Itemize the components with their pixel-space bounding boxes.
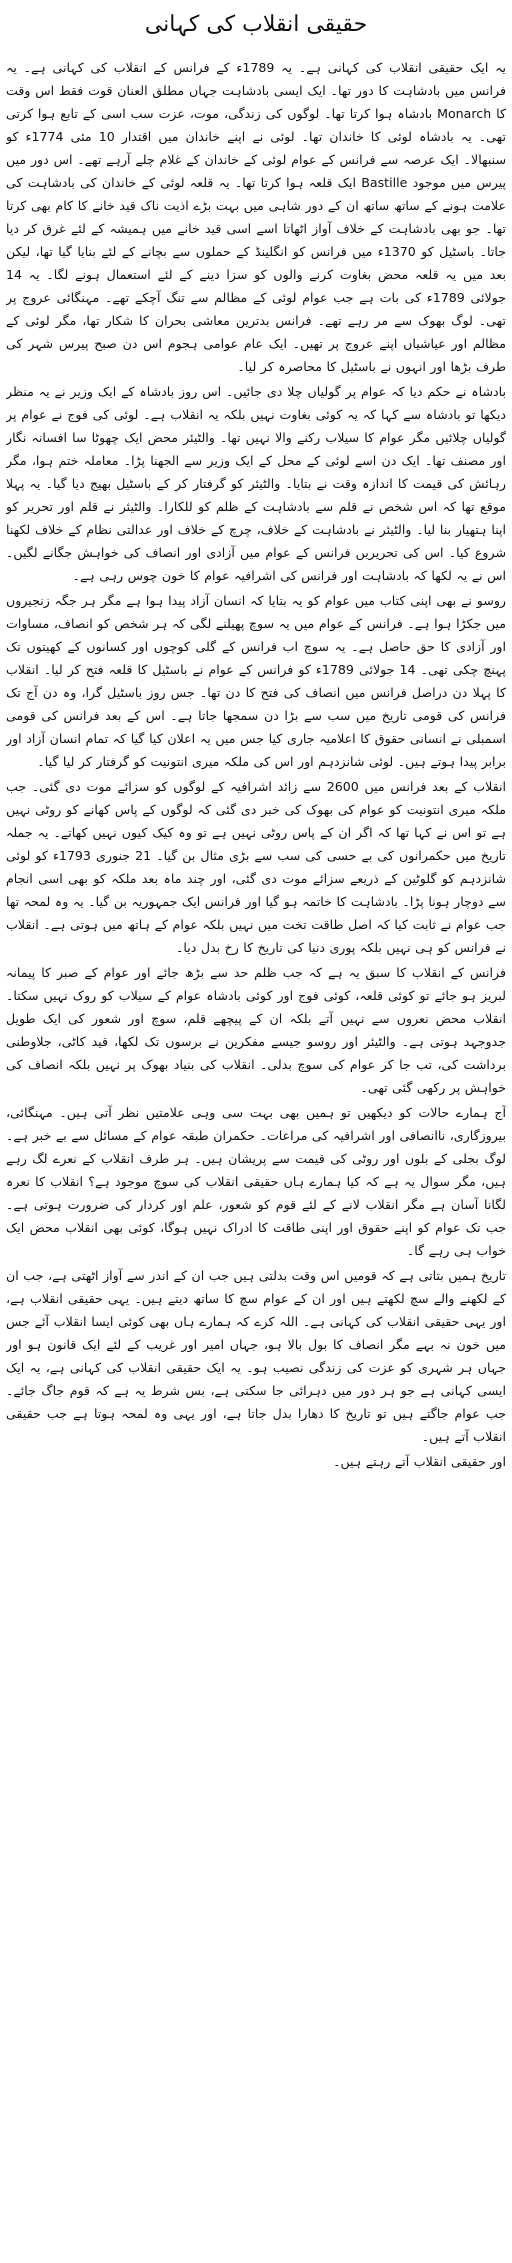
article-paragraph-4: انقلاب کے بعد فرانس میں 2600 سے زائد اشرافیہ کے لوگوں کو سزائے موت دی گئی۔ جب ملکہ میری انتونیت کو عوام کی بھوک کی خبر دی گئی کہ لوگوں کے پاس کھانے کو روٹی نہیں ہے تو اس نے کہا تھا کہ اگر ان کے پاس روٹی نہیں ہے تو وہ کیک کیوں نہیں کھاتے۔ یہ جملہ تاریخ میں حکمرانوں کی بے حسی کی سب سے بڑی مثال بن گیا۔ 21 جنوری 1793ء کو لوئی شانزدہم کو گلوٹین کے ذریعے سزائے موت دی گئی، اور چند ماہ بعد ملکہ کو بھی اسی انجام سے دوچار ہونا پڑا۔ بادشاہت کا خاتمہ ہو گیا اور فرانس ایک جمہوریہ بن گیا۔ یہ وہ لمحہ تھا جب عوام نے ثابت کیا کہ اصل طاقت تخت میں نہیں بلکہ عوام کے ہاتھ میں ہوتی ہے۔ انقلاب نے فرانس کو ہی نہیں بلکہ پوری دنیا کی تاریخ کا رخ بدل دیا۔ [6,779,506,955]
article-paragraph-2: بادشاہ نے حکم دیا کہ عوام پر گولیاں چلا دی جائیں۔ اس روز بادشاہ کے ایک وزیر نے یہ منظر دیکھا تو بادشاہ سے کہا کہ یہ کوئی بغاوت نہیں بلکہ یہ انقلاب ہے۔ لوئی کی فوج نے عوام پر گولیاں چلائیں مگر عوام کا سیلاب رکنے والا نہیں تھا۔ والٹیئر محض ایک چھوٹا سا افسانہ نگار اور مصنف تھا۔ ایک دن اسے لوئی کے محل کے ایک وزیر سے الجھنا پڑا۔ معاملہ ختم ہوا، مگر رہائش کی قیمت کا اندازہ وقت نے بتایا۔ والٹیئر کو گرفتار کر کے باسٹیل بھیج دیا گیا۔ یہ پہلا موقع تھا کہ اس شخص نے قلم سے بادشاہت کے ظلم کو للکارا۔ والٹیئر نے قلم اور تحریر کو اپنا ہتھیار بنا لیا۔ والٹیئر نے بادشاہت کے خلاف، چرچ کے خلاف اور عدالتی نظام کے خلاف لکھنا شروع کیا۔ اس کی تحریریں فرانس کے عوام میں آزادی اور انصاف کی خواہش جگانے لگیں۔ اس نے یہ لکھا کہ بادشاہت اور فرانس کی اشرافیہ عوام کا خون چوس رہی ہے۔ [6,384,506,583]
article-page [6,6,506,2256]
article-paragraph-5: فرانس کے انقلاب کا سبق یہ ہے کہ جب ظلم حد سے بڑھ جائے اور عوام کے صبر کا پیمانہ لبریز ہو جائے تو کوئی قلعہ، کوئی فوج اور کوئی بادشاہ عوام کے سیلاب کو روک نہیں سکتا۔ انقلاب محض نعروں سے نہیں آتے بلکہ ان کے پیچھے قلم، سوچ اور شعور کی ایک طویل جدوجہد ہوتی ہے۔ والٹیئر اور روسو جیسے مفکرین نے برسوں تک لکھا، قید کاٹی، جلاوطنی برداشت کی، تب جا کر عوام کی سوچ بدلی۔ انقلاب کی بنیاد بھوک پر نہیں بلکہ انصاف کی خواہش پر رکھی گئی تھی۔ [6,965,506,1095]
article-paragraph-7: تاریخ ہمیں بتاتی ہے کہ قومیں اس وقت بدلتی ہیں جب ان کے اندر سے آواز اٹھتی ہے، جب ان کے لکھنے والے سچ لکھتے ہیں اور ان کے عوام سچ کا ساتھ دیتے ہیں۔ یہی حقیقی انقلاب ہے، اور یہی حقیقی انقلاب کی کہانی ہے۔ اللہ کرے کہ ہمارے ہاں بھی کوئی ایسا انقلاب آئے جس میں خون نہ بہے مگر انصاف کا بول بالا ہو، جہاں امیر اور غریب کے لئے ایک قانون ہو اور جہاں ہر شہری کو عزت کی زندگی نصیب ہو۔ یہ ایک حقیقی انقلاب کی کہانی ہے، یہ ایک ایسی کہانی ہے جو ہر دور میں دہرائی جا سکتی ہے، بس شرط یہ ہے کہ قوم جاگ جائے۔ جب عوام جاگتے ہیں تو تاریخ کا دھارا بدل جاتا ہے، اور یہی وہ لمحہ ہوتا ہے جب حقیقی انقلاب آتے ہیں۔ [6,1268,506,1444]
article-paragraph-3: روسو نے بھی اپنی کتاب میں عوام کو یہ بتایا کہ انسان آزاد پیدا ہوا ہے مگر ہر جگہ زنجیروں میں جکڑا ہوا ہے۔ فرانس کے عوام میں یہ سوچ پھیلنے لگی کہ ہر شخص کو انصاف، مساوات اور آزادی کا حق حاصل ہے۔ یہ سوچ اب فرانس کے گلی کوچوں اور کسانوں کے کھیتوں تک پہنچ چکی تھی۔ 14 جولائی 1789ء کو فرانس کے عوام نے باسٹیل کا قلعہ فتح کر لیا۔ انقلاب کا پہلا دن دراصل فرانس میں انصاف کی فتح کا دن تھا۔ جس روز باسٹیل گرا، وہ دن آج تک فرانس کی قومی تاریخ میں سب سے بڑا دن سمجھا جاتا ہے۔ اس کے بعد فرانس کی قومی اسمبلی نے انسانی حقوق کا اعلامیہ جاری کیا جس میں یہ اعلان کیا گیا کہ تمام انسان آزاد اور برابر پیدا ہوتے ہیں۔ لوئی شانزدہم اور اس کی ملکہ میری انتونیت کو گرفتار کر لیا گیا۔ [6,593,506,769]
article-title: حقیقی انقلاب کی کہانی [144,12,368,37]
article-paragraph-1: یہ ایک حقیقی انقلاب کی کہانی ہے۔ یہ 1789ء کے فرانس کے انقلاب کی کہانی ہے۔ یہ فرانس میں بادشاہت کا دور تھا۔ ایک ایسی بادشاہت جہاں مطلق العنان قوت فقط اس وقت کا Monarch بادشاہ ہوا کرتا تھا۔ لوگوں کی زندگی، موت، عزت سب اسی کے تابع ہوا کرتی تھی۔ یہ بادشاہ لوئی کا خاندان تھا۔ لوئی نے اپنے خاندان میں اقتدار 10 مئی 1774ء کو سنبھالا۔ ایک عرصہ سے فرانس کے عوام لوئی کے خاندان کے غلام چلے آرہے تھے۔ اس دور میں پیرس میں موجود Bastille ایک قلعہ ہوا کرتا تھا۔ یہ قلعہ لوئی کے خاندان کی بادشاہت کی علامت ہونے کے ساتھ ساتھ ان کے دور شاہی میں بہت بڑے اذیت ناک قید خانے کا کام بھی کرتا تھا۔ جو بھی بادشاہت کے خلاف آواز اٹھاتا اسے اسی قید خانے میں ہمیشہ کے لئے غرق کر دیا جاتا۔ باسٹیل کو 1370ء میں فرانس کو انگلینڈ کے حملوں سے بچانے کے لئے بنایا گیا تھا، لیکن بعد میں یہ قلعہ محض بغاوت کرنے والوں کو سزا دینے کے لئے استعمال ہونے لگا۔ یہ 14 جولائی 1789ء کی بات ہے جب عوام لوئی کے مظالم سے تنگ آچکے تھے۔ مہنگائی عروج پر تھی۔ لوگ بھوک سے مر رہے تھے۔ فرانس بدترین معاشی بحران کا شکار تھا، مگر لوئی کے مظالم اور عیاشیاں اپنے عروج پر تھیں۔ ایک عام عوامی ہجوم اس دن صبح پیرس شہر کی طرف بڑھا اور انہوں نے باسٹیل کا محاصرہ کر لیا۔ [6,60,506,374]
article-paragraph-6: آج ہمارے حالات کو دیکھیں تو ہمیں بھی بہت سی وہی علامتیں نظر آتی ہیں۔ مہنگائی، بیروزگاری، ناانصافی اور اشرافیہ کی مراعات۔ حکمران طبقہ عوام کے مسائل سے بے خبر ہے۔ لوگ بجلی کے بلوں اور روٹی کی قیمت سے پریشان ہیں۔ ہر طرف انقلاب کے نعرے لگ رہے ہیں، مگر سوال یہ ہے کہ کیا ہمارے ہاں حقیقی انقلاب کی سوچ موجود ہے؟ انقلاب کا نعرہ لگانا آسان ہے مگر انقلاب لانے کے لئے قوم کو شعور، علم اور کردار کی ضرورت ہوتی ہے۔ جب تک عوام کو اپنے حقوق اور اپنی طاقت کا ادراک نہیں ہوگا، کوئی بھی انقلاب محض ایک خواب ہی رہے گا۔ [6,1105,506,1258]
article-paragraph-8: اور حقیقی انقلاب آتے رہتے ہیں۔ [333,1454,506,1469]
article-body [6,56,506,1473]
